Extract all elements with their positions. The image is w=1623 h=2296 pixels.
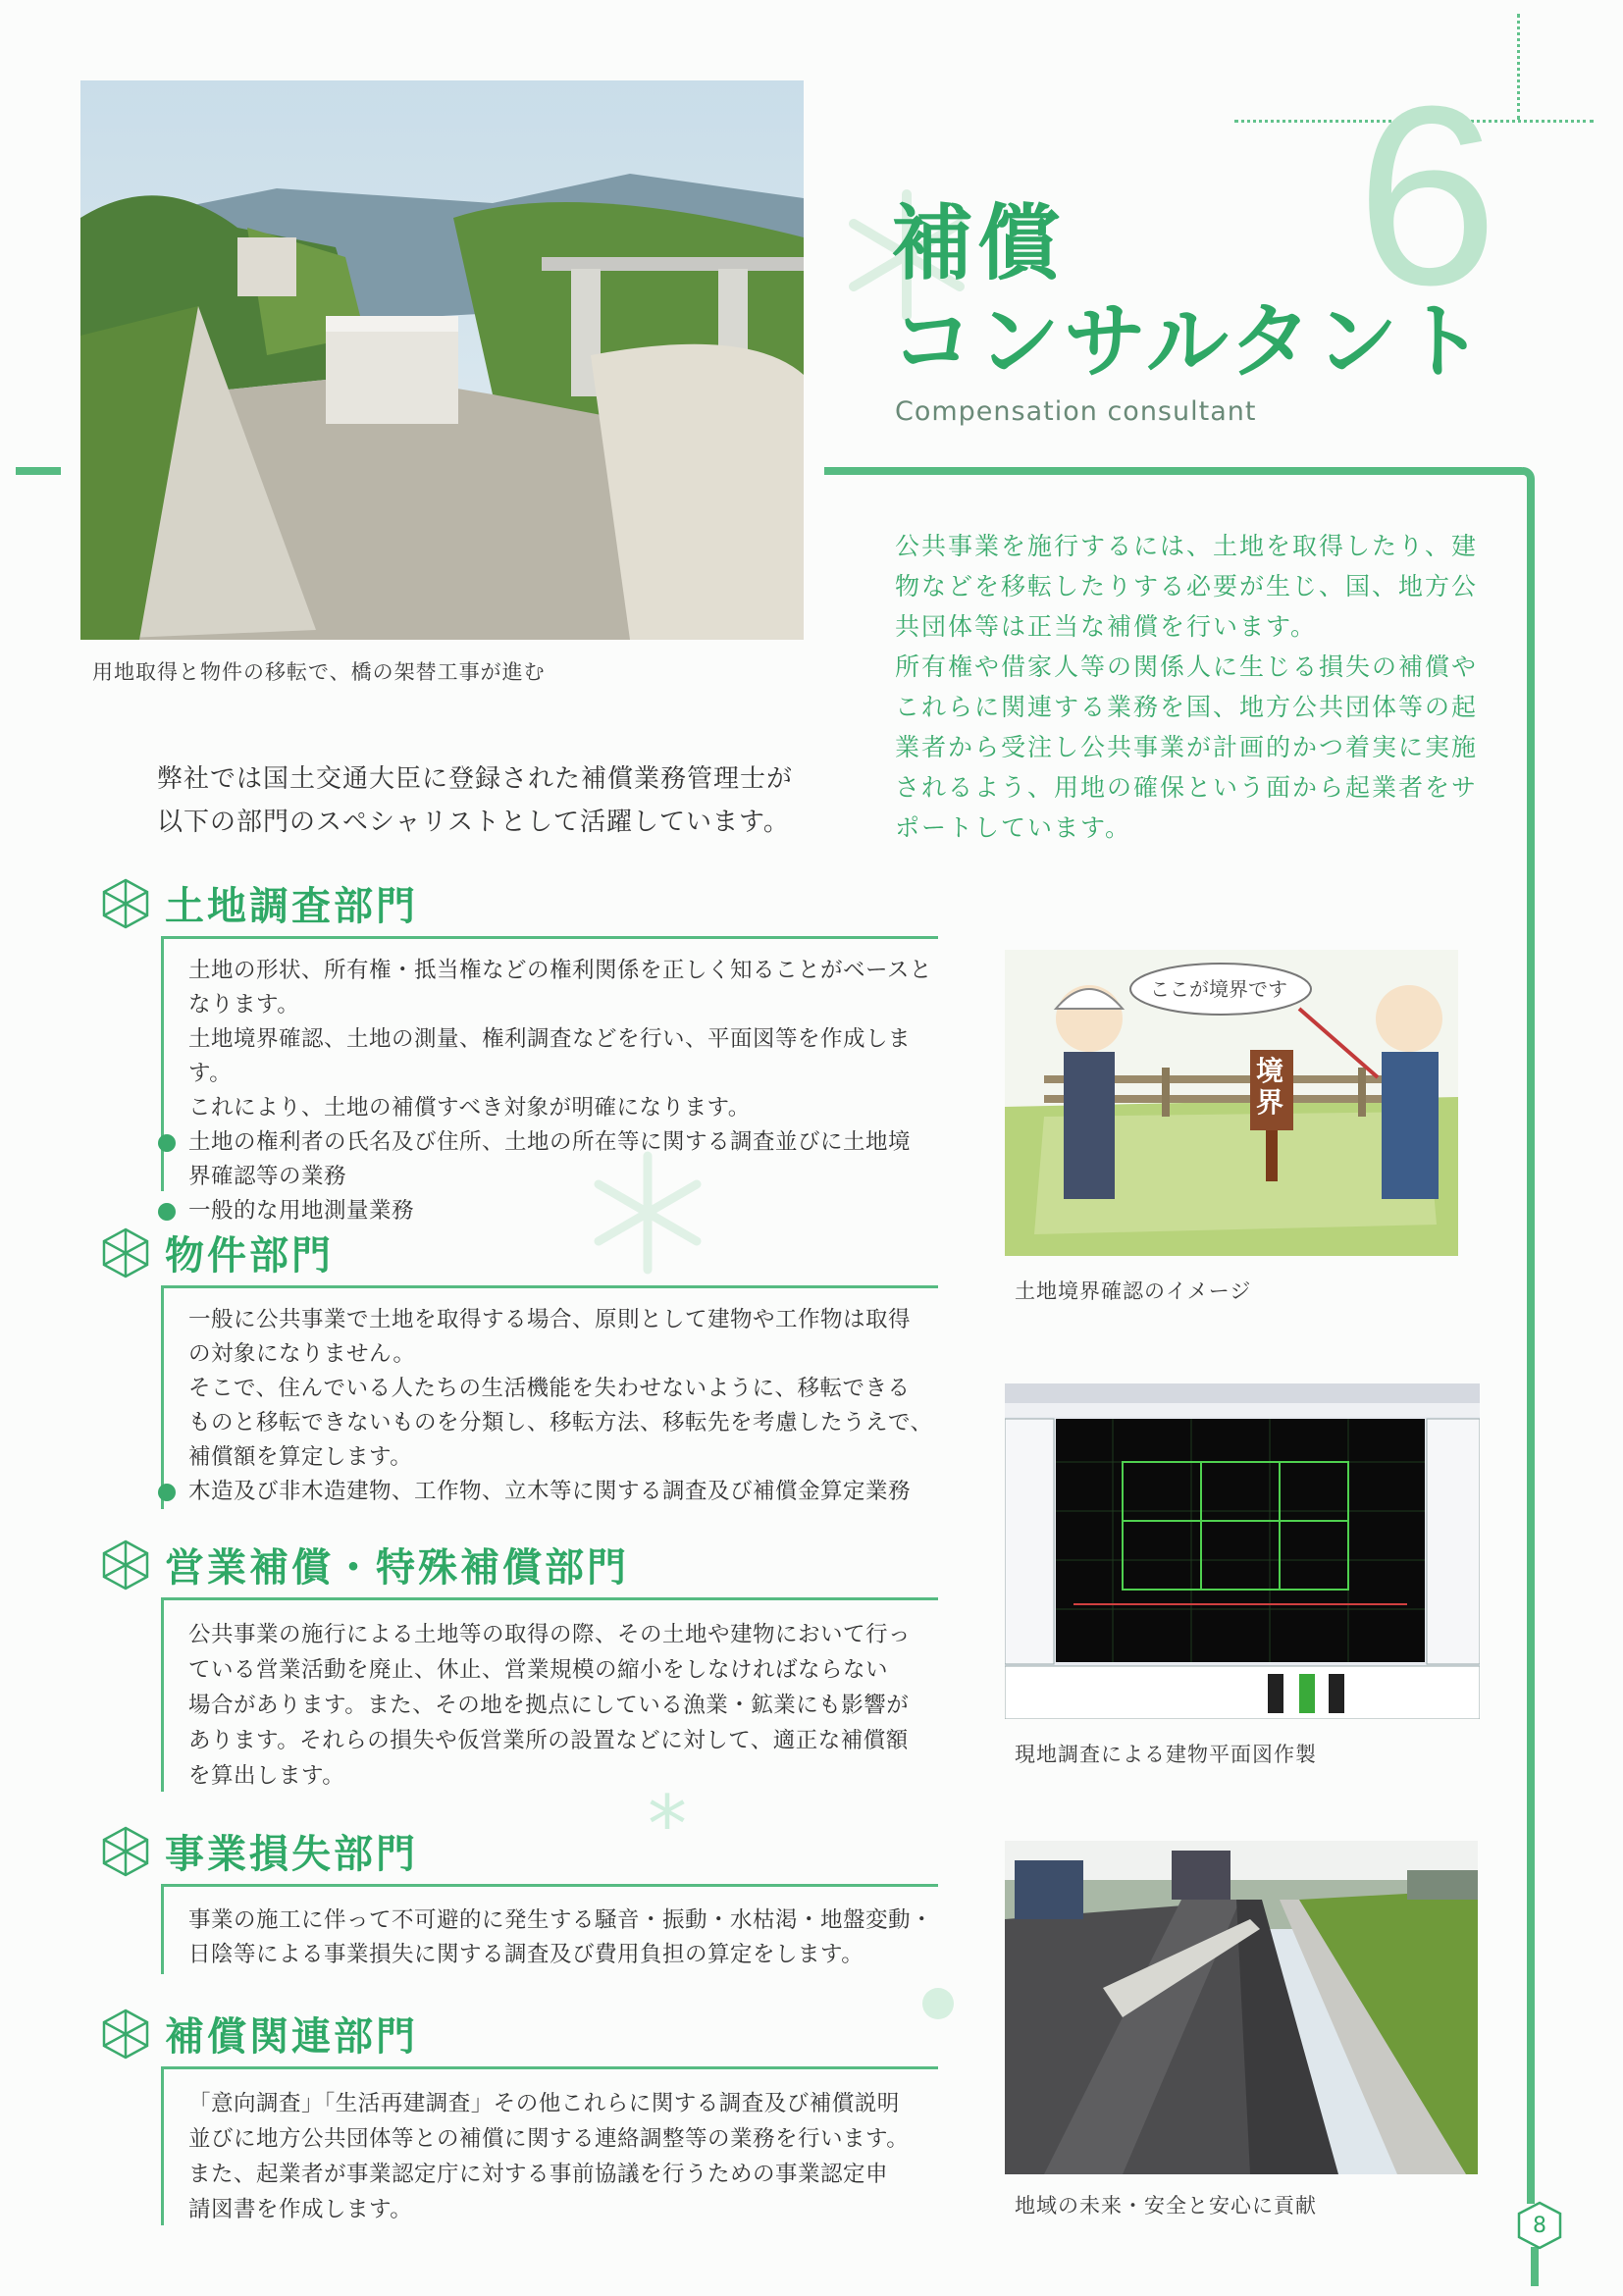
hexagon-icon — [102, 1227, 149, 1278]
page-number: 8 — [1533, 2213, 1546, 2238]
section-side-rule — [161, 1285, 164, 1509]
hexagon-icon — [102, 2009, 149, 2060]
section-rule — [161, 1884, 938, 1887]
list-item: 一般的な用地測量業務 — [188, 1194, 944, 1228]
road-photo — [1005, 1841, 1478, 2174]
green-frame-right — [1523, 467, 1535, 2204]
green-frame-top — [824, 467, 1529, 475]
corner-dotted-line — [1517, 14, 1520, 120]
section-land-survey-body: 土地の形状、所有権・抵当権などの権利関係を正しく知ることがベースと なります。 土地境界確認、土地の測量、権利調査などを行い、平面図等を作成します。 これにより、土地の補償すべき対象が明確になります。 土地の権利者の氏名及び住所、土地の所在等に関する調査並びに土地境 界確認等の業務 一般的な用地測量業務 — [188, 954, 944, 1228]
section-side-rule — [161, 1884, 164, 1974]
section-business-body: 公共事業の施行による土地等の取得の際、その土地や建物において行っ ている営業活動を廃止、休止、営業規模の縮小をしなければならない 場合があります。また、その地を拠点にしている漁業・鉱業にも影響が あります。それらの損失や仮営業所の設置などに対して、適正な補償額 を算出します。 — [188, 1622, 912, 1789]
section-title: 事業損失部門 — [165, 1832, 418, 1877]
section-side-rule — [161, 936, 164, 1191]
intro-green-text: 公共事業を施行するには、土地を取得したり、建 物などを移転したりする必要が生じ、国、地方公 共団体等は正当な補償を行います。 所有権や借家人等の関係人に生じる損失の補償や これらに関連する業務を国、地方公共団体等の起 業者から受注し公共事業が計画的かつ着実に実施 されるよう、用地の確保という面から起業者をサ ポートしています。 — [895, 532, 1479, 842]
cad-screenshot — [1005, 1383, 1480, 1719]
list-item: 土地の権利者の氏名及び住所、土地の所在等に関する調査並びに土地境 界確認等の業務 — [188, 1125, 944, 1194]
section-number: 6 — [1356, 54, 1498, 339]
bridge-photo-caption: 用地取得と物件の移転で、橋の架替工事が進む — [92, 660, 546, 684]
hexagon-icon — [102, 1826, 149, 1877]
hexagon-icon — [102, 1539, 149, 1591]
section-title: 物件部門 — [165, 1233, 334, 1278]
section-property-header — [102, 1225, 334, 1280]
intro-black-text: 弊社では国土交通大臣に登録された補償業務管理士が 以下の部門のスペシャリストとして活躍しています。 — [157, 764, 794, 837]
section-loss-header — [102, 1823, 418, 1879]
section-related-body: 「意向調査」「生活再建調査」その他これらに関する調査及び補償説明 並びに地方公共団体等との補償に関する連絡調整等の業務を行います。 また、起業者が事業認定庁に対する事前協議を行うための事業認定申 請図書を作成します。 — [188, 2091, 910, 2222]
section-title: 営業補償・特殊補償部門 — [165, 1545, 629, 1591]
section-side-rule — [161, 2066, 164, 2225]
boundary-caption: 土地境界確認のイメージ — [1015, 1279, 1252, 1303]
bridge-photo — [80, 80, 804, 640]
section-side-rule — [161, 1597, 164, 1792]
snowflake-icon — [585, 1150, 710, 1276]
green-frame-bottom — [1531, 2247, 1539, 2286]
section-loss-body: 事業の施工に伴って不可避的に発生する騒音・振動・水枯渇・地盤変動・ 日陰等による事業損失に関する調査及び費用負担の算定をします。 — [188, 1907, 934, 1967]
cad-caption: 現地調査による建物平面図作製 — [1015, 1743, 1317, 1766]
boundary-illustration — [1005, 950, 1458, 1256]
page-title-line1: 補償 — [891, 195, 1065, 291]
section-property-body: 一般に公共事業で土地を取得する場合、原則として建物や工作物は取得 の対象になりません。 そこで、住んでいる人たちの生活機能を失わせないように、移転できる ものと移転できないものを分類し、移転方法、移転先を考慮したうえで、 補償額を算定します。 木造及び非木造建物、工作物、立木等に関する調査及び補償金算定業務 — [188, 1303, 944, 1509]
section-title: 土地調査部門 — [165, 884, 418, 929]
section-rule — [161, 1597, 938, 1600]
boundary-sign-text: 境界 — [1256, 1055, 1284, 1119]
hexagon-icon — [102, 878, 149, 929]
section-business-header — [102, 1537, 629, 1592]
list-item: 木造及び非木造建物、工作物、立木等に関する調査及び補償金算定業務 — [188, 1475, 944, 1509]
section-rule — [161, 936, 938, 939]
left-green-tick — [16, 467, 61, 475]
decorative-dot — [922, 1988, 954, 2019]
asterisk-icon: * — [648, 1779, 687, 1870]
section-rule — [161, 1285, 938, 1288]
page-subtitle: Compensation consultant — [895, 396, 1257, 427]
section-related-header — [102, 2006, 418, 2061]
section-land-survey-header — [102, 875, 418, 931]
section-title: 補償関連部門 — [165, 2014, 418, 2060]
road-caption: 地域の未来・安全と安心に貢献 — [1015, 2194, 1317, 2218]
page-title-line2: コンサルタント — [891, 293, 1489, 390]
section-rule — [161, 2066, 938, 2069]
speech-bubble-text: ここが境界です — [1150, 977, 1287, 1001]
